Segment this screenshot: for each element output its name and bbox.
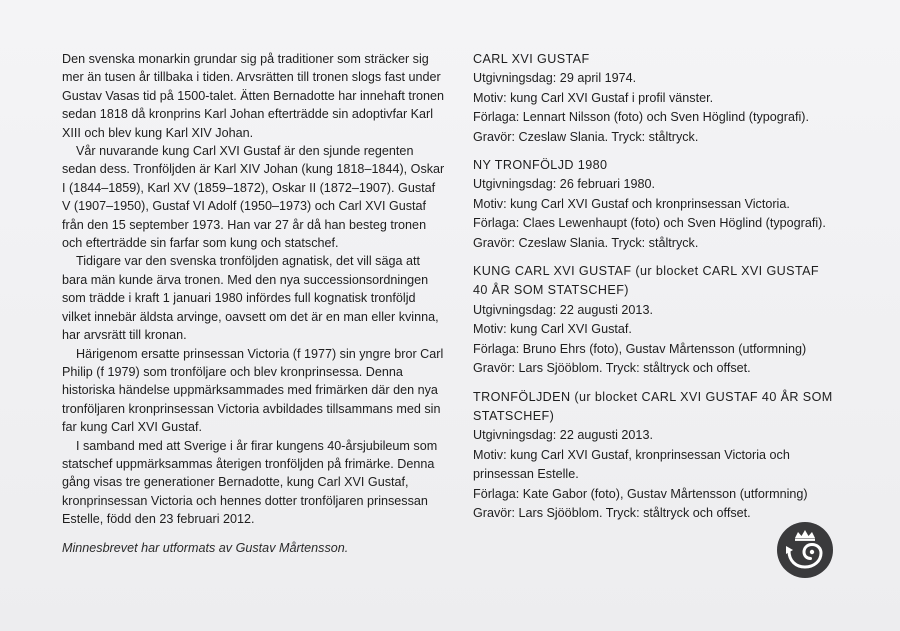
- engraver: Gravör: Czeslaw Slania. Tryck: ståltryck.: [473, 235, 699, 250]
- paragraph-4: Härigenom ersatte prinsessan Victoria (f 1977) sin yngre bror Carl Philip (f 1979) som tronföljare och blev kronprinsessa. Denna historiska händelse uppmärksammades med frimärken där den nya tronföljaren kronprinsessan Victoria avbildades tillsammans med sin far kung Carl XVI Gustaf.: [62, 346, 444, 435]
- issue-date: Utgivningsdag: 29 april 1974.: [473, 71, 637, 86]
- motif: Motiv: kung Carl XVI Gustaf.: [473, 322, 632, 337]
- engraver: Gravör: Czeslaw Slania. Tryck: ståltryck.: [473, 129, 699, 144]
- stamp-1980: [473, 156, 833, 253]
- original: Förlaga: Kate Gabor (foto), Gustav Mårtensson (utformning): [473, 486, 808, 501]
- original: Förlaga: Bruno Ehrs (foto), Gustav Mårtensson (utformning): [473, 341, 807, 356]
- stamp-1974: [473, 50, 833, 147]
- paragraph-1: Den svenska monarkin grundar sig på traditioner som sträcker sig mer än tusen år tillbaka i tiden. Arvsrätten till tronen slogs fast under Gustav Vasas tid på 1500-talet. Ätten Bernadotte har innehaft tronen sedan 1818 då kronprins Karl Johan efterträdde sin adoptivfar Karl XIII och blev kung Karl XIV Johan.: [62, 52, 445, 140]
- original: Förlaga: Claes Lewenhaupt (foto) och Sven Höglind (typografi).: [473, 216, 826, 231]
- engraver: Gravör: Lars Sjööblom. Tryck: ståltryck och offset.: [473, 505, 751, 520]
- stamp-title: CARL XVI GUSTAF: [473, 52, 590, 66]
- stamp-2013-succession: [473, 388, 833, 524]
- engraver: Gravör: Lars Sjööblom. Tryck: ståltryck och offset.: [473, 361, 751, 376]
- original: Förlaga: Lennart Nilsson (foto) och Sven Höglind (typografi).: [473, 110, 809, 125]
- stamp-2013-king: [473, 262, 833, 378]
- stamp-title: NY TRONFÖLJD 1980: [473, 158, 608, 173]
- issue-date: Utgivningsdag: 26 februari 1980.: [473, 177, 656, 192]
- issue-date: Utgivningsdag: 22 augusti 2013.: [473, 302, 653, 317]
- designer-credit: Minnesbrevet har utformats av Gustav Mårtensson.: [62, 541, 349, 555]
- stamp-title: KUNG CARL XVI GUSTAF (ur blocket CARL XVI GUSTAF 40 ÅR SOM STATSCHEF): [473, 264, 820, 298]
- posthorn-crown-icon: [776, 521, 834, 579]
- stamp-title: TRONFÖLJDEN (ur blocket CARL XVI GUSTAF 40 ÅR SOM STATSCHEF): [473, 389, 833, 423]
- paragraph-5: I samband med att Sverige i år firar kungens 40-årsjubileum som statschef uppmärksammas återigen tronföljden på frimärke. Denna gång visas tre generationer Bernadotte, kung Carl XVI Gustaf, kronprinsessan Victoria och hennes dotter tronföljaren prinsessan Estelle, född den 23 februari 2012.: [62, 438, 438, 527]
- paragraph-2: Vår nuvarande kung Carl XVI Gustaf är den sjunde regenten sedan dess. Tronföljden är Karl XIV Johan (kung 1818–1844), Oskar I (1844–1859), Karl XV (1859–1872), Oskar II (1872–1907). Gustaf V (1907–1950), Gustaf VI Adolf (1950–1973) och Carl XVI Gustaf från den 15 september 1973. Han var 27 år då han besteg tronen och efterträdde sin farfar som kung och statschef.: [62, 144, 445, 251]
- motif: Motiv: kung Carl XVI Gustaf och kronprinsessan Victoria.: [473, 196, 790, 211]
- history-text: [62, 50, 447, 529]
- motif: Motiv: kung Carl XVI Gustaf i profil vänster.: [473, 90, 714, 105]
- issue-date: Utgivningsdag: 22 augusti 2013.: [473, 428, 653, 443]
- stamp-details: [473, 50, 833, 532]
- paragraph-3: Tidigare var den svenska tronföljden agnatisk, det vill säga att bara män kunde ärva tronen. Med den nya successionsordningen som trädde i kraft 1 januari 1980 infördes full kognatisk tronföljd vilket innebär äldsta arvinge, oavsett om det är en man eller kvinna, har arvsrätt till kronan.: [62, 254, 439, 343]
- motif: Motiv: kung Carl XVI Gustaf, kronprinsessan Victoria och prinsessan Estelle.: [473, 447, 790, 482]
